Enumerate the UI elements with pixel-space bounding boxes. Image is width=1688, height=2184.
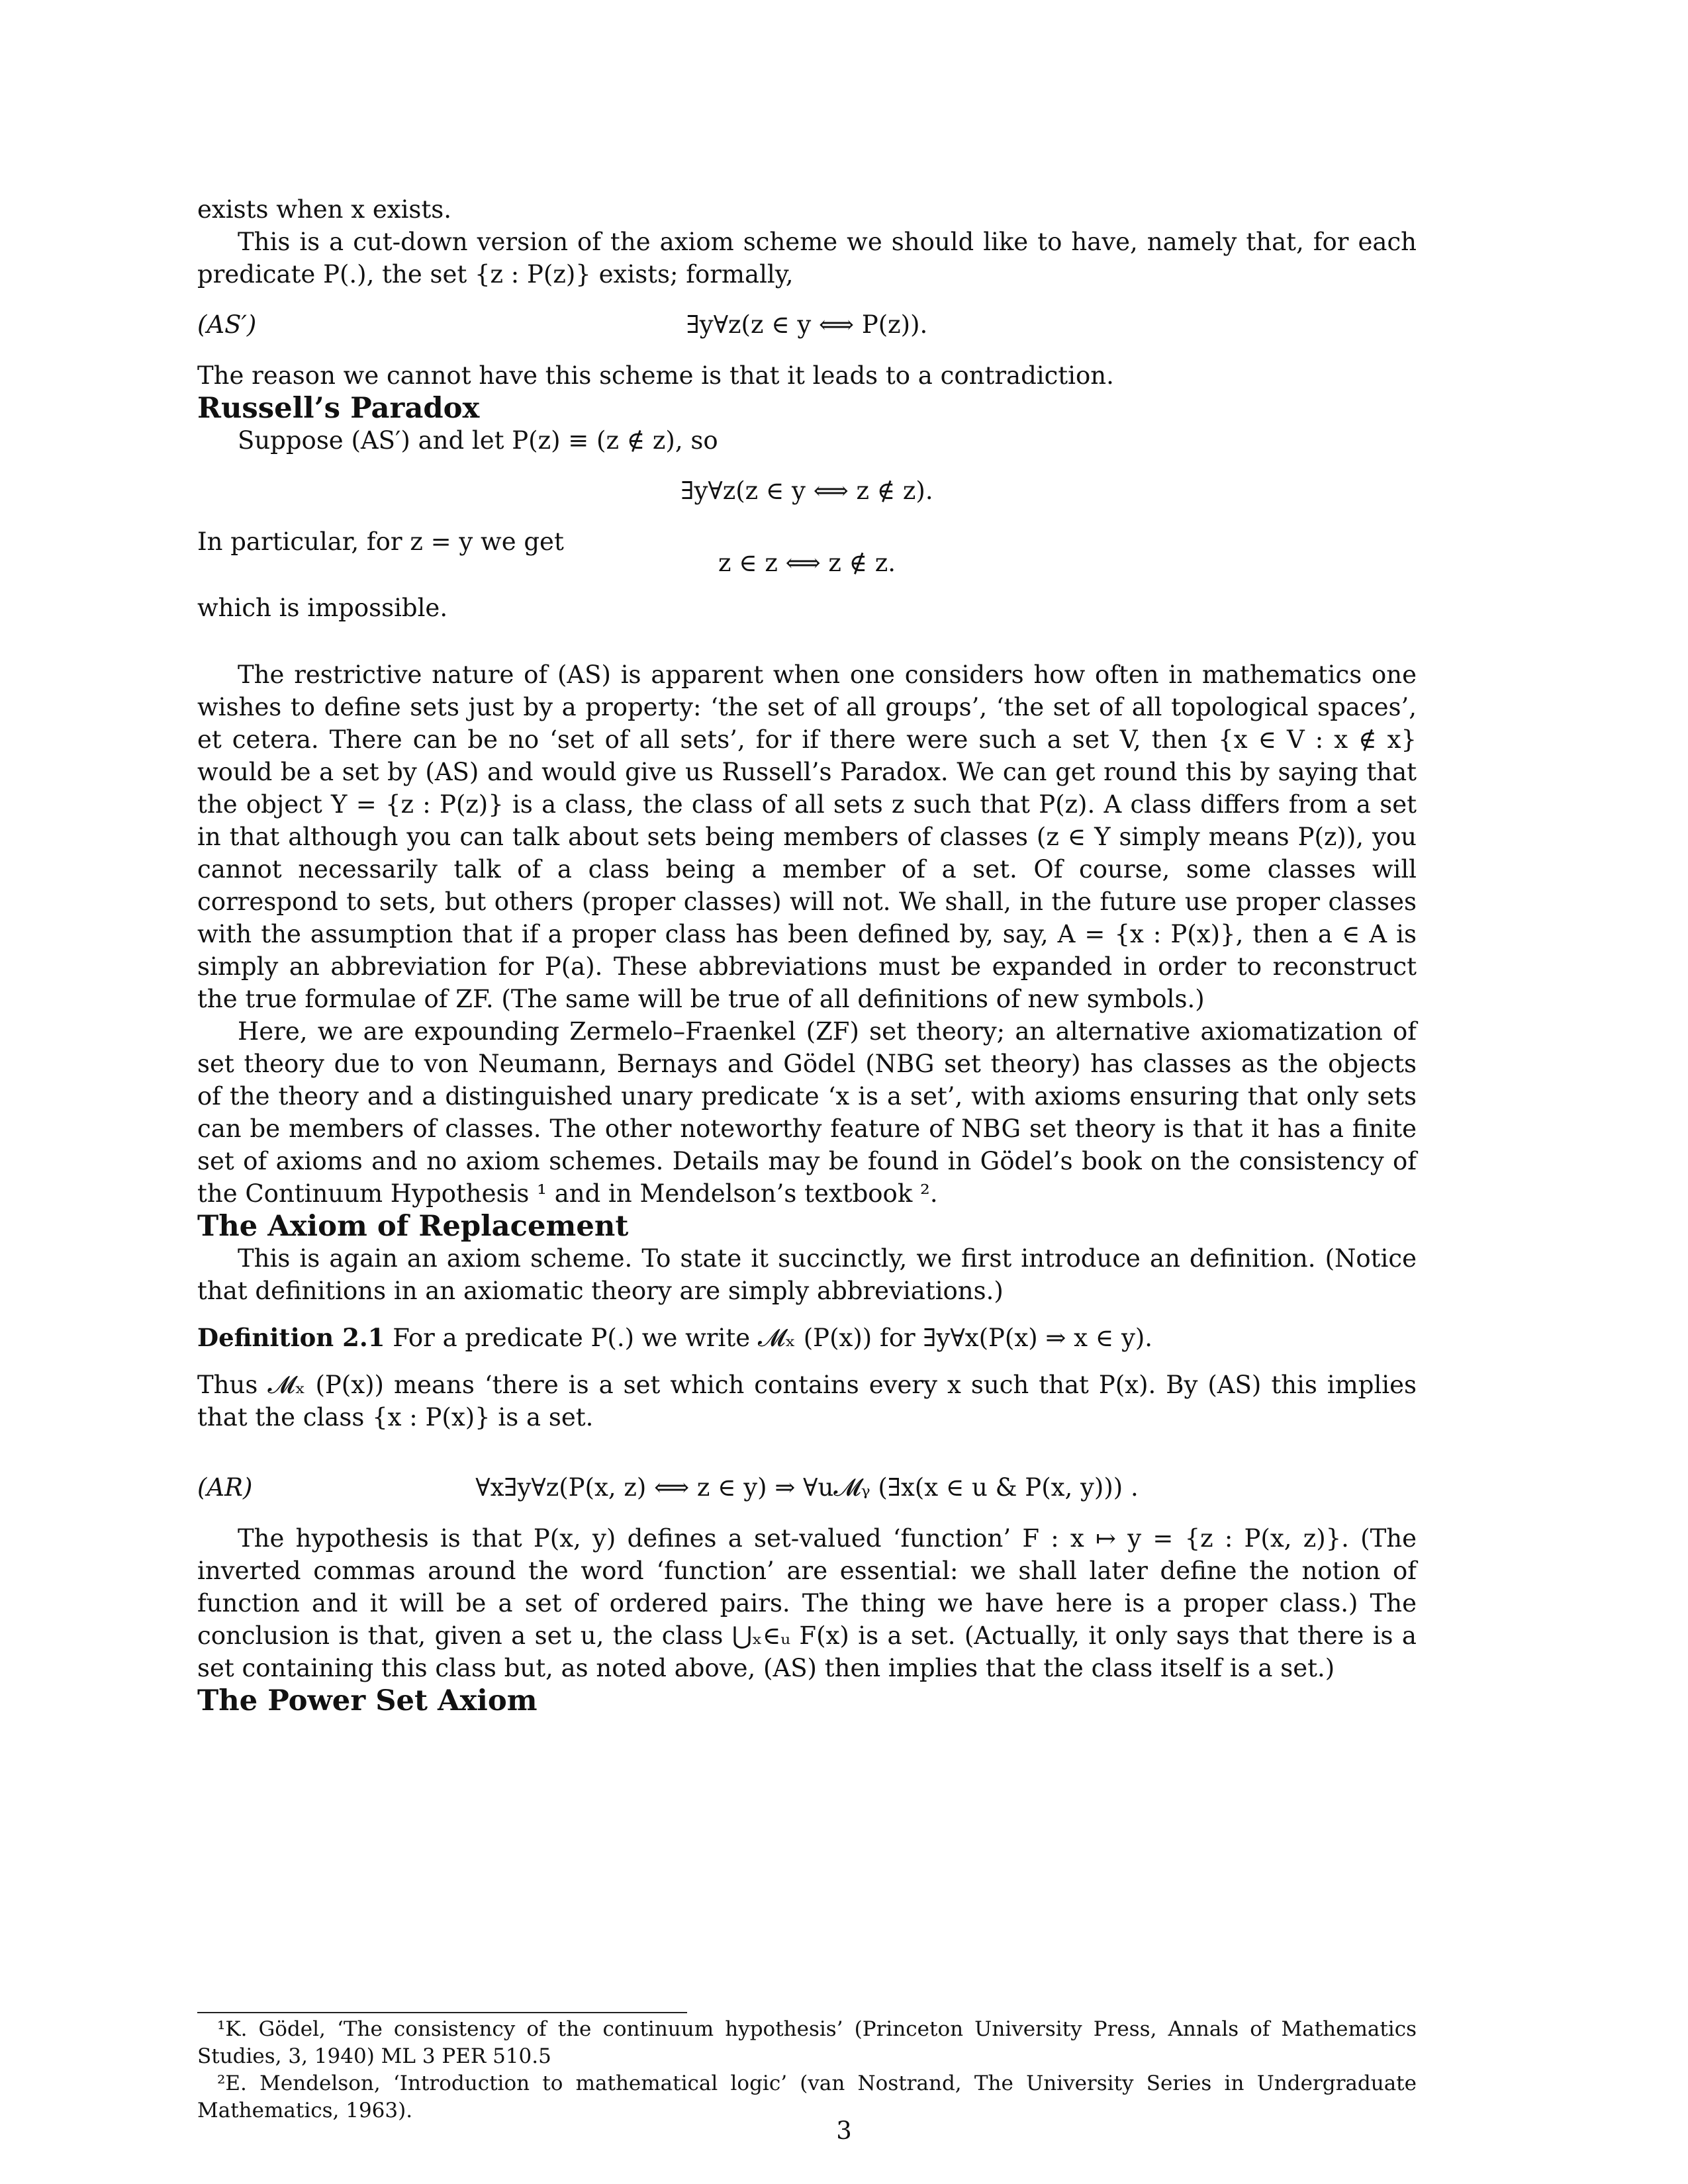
equation-russell — [197, 471, 1417, 511]
equation-tag-ar: (AR) — [197, 1473, 253, 1502]
equation-formula-as-prime: ∃y∀z(z ∈ y ⟺ P(z)). — [686, 310, 928, 339]
footnote-1: ¹K. Gödel, ‘The consistency of the continuum hypothesis’ (Princeton University Press, Annals of Mathematics Studies, 3, 1940) ML 3 PER 510.5 — [197, 2017, 1417, 2068]
paragraph-continuation: exists when x exists. — [197, 195, 452, 224]
equation-formula-particular: z ∈ z ⟺ z ∉ z. — [718, 549, 896, 577]
paragraph-thus-m: Thus 𝓜ₓ (P(x)) means ‘there is a set which contains every x such that P(x). By (AS) this implies that the class {x : P(x)} is a set. — [197, 1371, 1417, 1432]
paragraph-impossible: which is impossible. — [197, 594, 448, 622]
paragraph-suppose: Suppose (AS′) and let P(z) ≡ (z ∉ z), so — [238, 426, 718, 455]
paragraph-hypothesis: The hypothesis is that P(x, y) defines a set-valued ‘function’ F : x ↦ y = {z : P(x, z)}. (The inverted commas around the word ‘function’ are essential: we shall later define the notion of function and it will be a set of ordered pairs. The thing we have here is a proper class.) The conclusion is that, given a set u, the class ⋃ₓ∈ᵤ F(x) is a set. (Actually, it only says that there is a set containing this class but, as noted above, (AS) then implies that the class itself is a set.) — [197, 1524, 1417, 1682]
paragraph-in-particular: In particular, for z = y we get — [197, 527, 564, 556]
definition-text: For a predicate P(.) we write 𝓜ₓ (P(x)) for ∃y∀x(P(x) ⇒ x ∈ y). — [393, 1324, 1153, 1352]
equation-particular-row — [197, 525, 1417, 577]
paragraph-zf-nbg: Here, we are expounding Zermelo–Fraenkel (ZF) set theory; an alternative axiomatization of set theory due to von Neumann, Bernays and Gödel (NBG set theory) has classes as the objects of the theory and a distinguished unary predicate ‘x is a set’, with axioms ensuring that only sets can be members of classes. The other noteworthy feature of NBG set theory is that it has a finite set of axioms and no axiom schemes. Details may be found in Gödel’s book on the consistency of the Continuum Hypothesis ¹ and in Mendelson’s textbook ². — [197, 1017, 1417, 1208]
page-number: 3 — [836, 2116, 852, 2145]
equation-formula-ar: ∀x∃y∀z(P(x, z) ⟺ z ∈ y) ⇒ ∀u𝓜ᵧ (∃x(x ∈ u & P(x, y))) . — [475, 1473, 1139, 1502]
heading-axiom-of-replacement: The Axiom of Replacement — [197, 1209, 629, 1243]
equation-tag-as-prime: (AS′) — [197, 310, 257, 339]
heading-power-set-axiom: The Power Set Axiom — [197, 1684, 538, 1717]
body-text — [197, 193, 1417, 1717]
equation-formula-russell: ∃y∀z(z ∈ y ⟺ z ∉ z). — [680, 477, 933, 505]
footnote-2: ²E. Mendelson, ‘Introduction to mathematical logic’ (van Nostrand, The University Series in Undergraduate Mathematics, 1963). — [197, 2071, 1417, 2122]
definition-2-1 — [197, 1322, 1417, 1354]
paragraph-axiom-scheme: This is again an axiom scheme. To state it succinctly, we first introduce an definition. (Notice that definitions in an axiomatic theory are simply abbreviations.) — [197, 1244, 1417, 1305]
definition-label: Definition 2.1 — [197, 1323, 385, 1352]
heading-russells-paradox: Russell’s Paradox — [197, 391, 480, 425]
paragraph-contradiction: The reason we cannot have this scheme is that it leads to a contradiction. — [197, 361, 1114, 390]
equation-ar — [197, 1468, 1417, 1508]
paragraph-axiom-scheme-intro: This is a cut-down version of the axiom scheme we should like to have, namely that, for each predicate P(.), the set {z : P(z)} exists; formally, — [197, 228, 1417, 289]
equation-as-prime — [197, 305, 1417, 345]
paragraph-restrictive-nature: The restrictive nature of (AS) is apparent when one considers how often in mathematics one wishes to define sets just by a property: ‘the set of all groups’, ‘the set of all topological spaces’, et cetera. There can be no ‘set of all sets’, for if there were such a set V, then {x ∈ V : x ∉ x} would be a set by (AS) and would give us Russell’s Paradox. We can get round this by saying that the object Y = {z : P(z)} is a class, the class of all sets z such that P(z). A class differs from a set in that although you can talk about sets being members of classes (z ∈ Y simply means P(z)), you cannot necessarily talk of a class being a member of a set. Of course, some classes will correspond to sets, but others (proper classes) will not. We shall, in the future use proper classes with the assumption that if a proper class has been defined by, say, A = {x : P(x)}, then a ∈ A is simply an abbreviation for P(a). These abbreviations must be expanded in order to reconstruct the true formulae of ZF. (The same will be true of all definitions of new symbols.) — [197, 660, 1417, 1013]
